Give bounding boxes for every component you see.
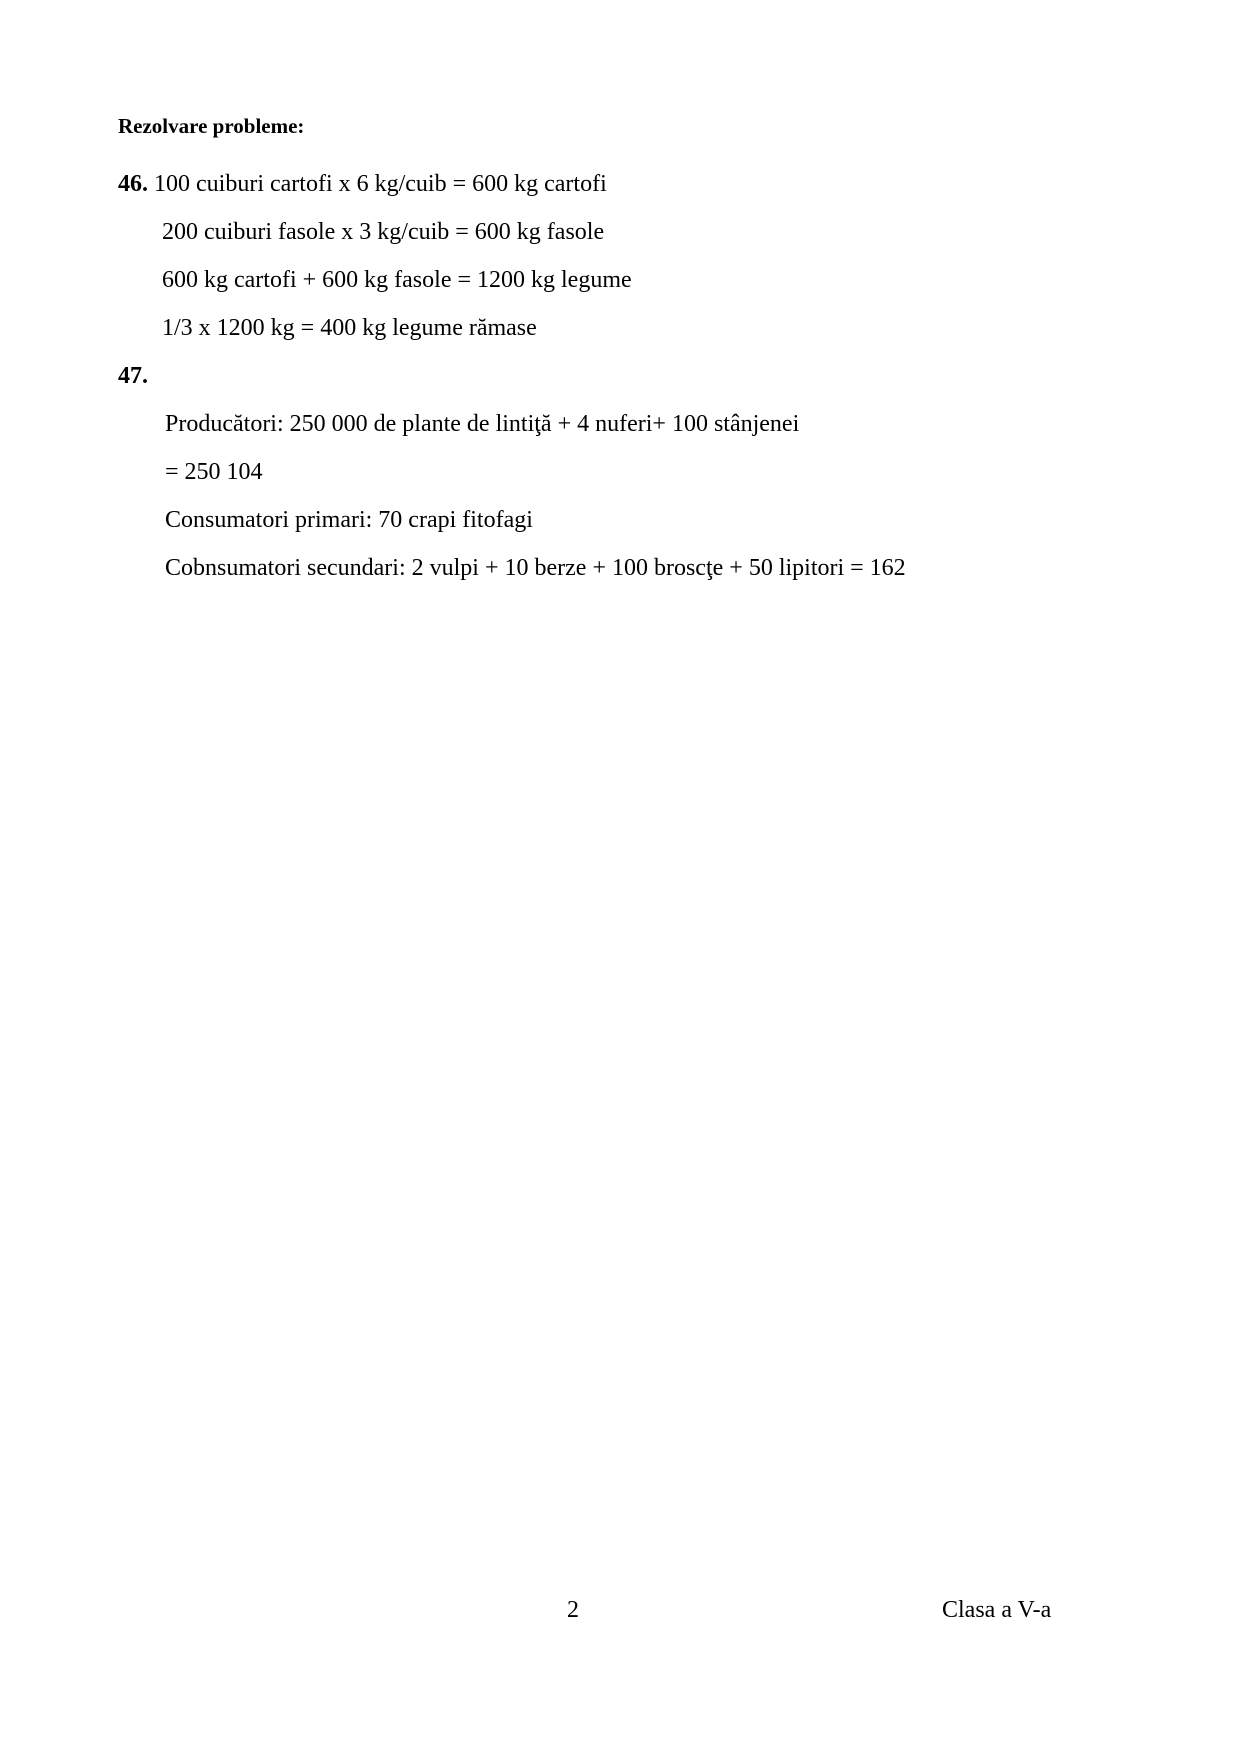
class-label: Clasa a V-a [942, 1597, 1052, 1623]
problem-47-line-2: = 250 104 [165, 459, 263, 485]
problem-47-number: 47. [118, 363, 148, 389]
problem-46-line-1 [118, 172, 607, 196]
problem-46-number: 46. [118, 171, 148, 197]
problem-47-line-number [118, 364, 148, 388]
page-number: 2 [567, 1597, 579, 1623]
section-heading: Rezolvare probleme: [118, 114, 305, 138]
problem-47-line-3: Consumatori primari: 70 crapi fitofagi [165, 507, 533, 533]
problem-46-line-2: 200 cuiburi fasole x 3 kg/cuib = 600 kg fasole [162, 219, 605, 245]
problem-46-line-4: 1/3 x 1200 kg = 400 kg legume rămase [162, 315, 537, 341]
problem-46-line-3: 600 kg cartofi + 600 kg fasole = 1200 kg legume [162, 267, 632, 293]
problem-47-line-1: Producători: 250 000 de plante de lintiţă + 4 nuferi+ 100 stânjenei [165, 411, 800, 437]
problem-47-line-4: Cobnsumatori secundari: 2 vulpi + 10 berze + 100 broscţe + 50 lipitori = 162 [165, 555, 906, 581]
problem-46-text-1: 100 cuiburi cartofi x 6 kg/cuib = 600 kg cartofi [154, 171, 607, 197]
